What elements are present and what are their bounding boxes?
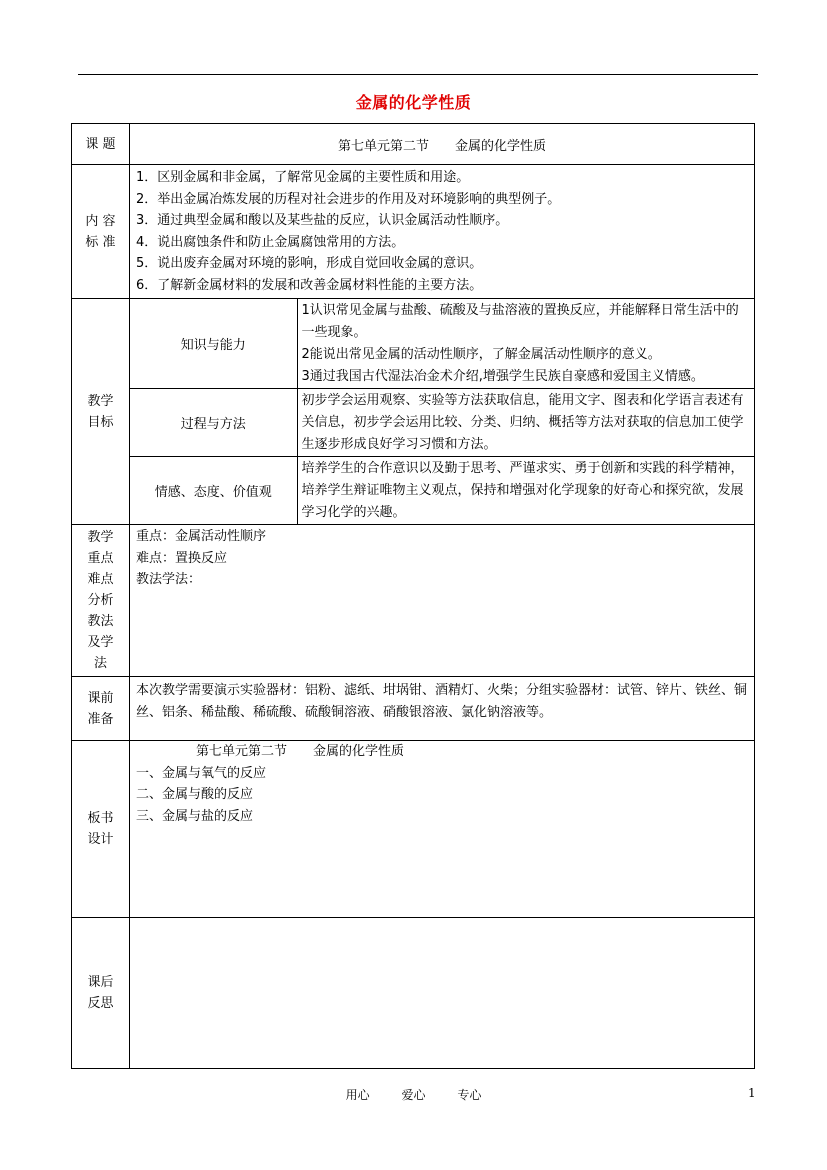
goal-emotion-label: 情感、态度、价值观 bbox=[130, 457, 297, 525]
goal-process-label: 过程与方法 bbox=[130, 389, 297, 457]
goal-process-row bbox=[130, 389, 754, 457]
board-design-content bbox=[130, 741, 755, 918]
analysis-label: 教学 重点 难点 分析 教法 及学 法 bbox=[72, 525, 130, 677]
board-item: 三、金属与盐的反应 bbox=[136, 808, 254, 824]
header-rule bbox=[78, 74, 758, 75]
content-item: 3．通过典型金属和酸以及某些盐的反应，认识金属活动性顺序。 bbox=[136, 213, 509, 228]
goal-knowledge-text: 1认识常见金属与盐酸、硫酸及与盐溶液的置换反应，并能解释日常生活中的一些现象。 2能说出常见金属的活动性顺序，了解金属活动性顺序的意义。 3通过我国古代湿法冶金术介绍,增强学生民族自豪感和爱国主义情感。 bbox=[297, 299, 754, 389]
document-title: 金属的化学性质 bbox=[355, 93, 472, 112]
content-standard-label: 内 容 标 准 bbox=[72, 165, 130, 299]
key-point: 重点：金属活动性顺序 bbox=[136, 529, 267, 544]
content-item: 6．了解新金属材料的发展和改善金属材料性能的主要方法。 bbox=[136, 277, 483, 293]
board-design-row bbox=[72, 741, 755, 918]
content-item: 1．区别金属和非金属，了解常见金属的主要性质和用途。 bbox=[136, 170, 470, 185]
reflection-row bbox=[72, 918, 755, 1069]
board-item: 一、金属与氧气的反应 bbox=[136, 765, 267, 781]
teaching-goals-label: 教学 目标 bbox=[72, 299, 130, 525]
reflection-content bbox=[130, 918, 755, 1069]
goal-knowledge-label: 知识与能力 bbox=[130, 299, 297, 389]
topic-label: 课 题 bbox=[72, 124, 130, 165]
goal-process-text: 初步学会运用观察、实验等方法获取信息，能用文字、图表和化学语言表述有关信息，初步学会运用比较、分类、归纳、概括等方法对获取的信息加工使学生逐步形成良好学习习惯和方法。 bbox=[297, 389, 754, 457]
goal-emotion-text: 培养学生的合作意识以及勤于思考、严谨求实、勇于创新和实践的科学精神，培养学生辩证唯物主义观点，保持和增强对化学现象的好奇心和探究欲，发展学习化学的兴趣。 bbox=[297, 457, 754, 525]
teaching-method: 教法学法： bbox=[136, 572, 202, 587]
goal-emotion-row bbox=[130, 457, 754, 525]
topic-row bbox=[72, 124, 755, 165]
goals-subtable bbox=[130, 299, 754, 524]
teaching-goals-cell bbox=[130, 299, 755, 525]
preparation-row bbox=[72, 677, 755, 741]
preparation-label: 课前 准备 bbox=[72, 677, 130, 741]
analysis-content bbox=[130, 525, 755, 677]
content-standard-row bbox=[72, 165, 755, 299]
preparation-content: 本次教学需要演示实验器材：铝粉、滤纸、坩埚钳、酒精灯、火柴；分组实验器材：试管、锌片、铁丝、铜丝、铝条、稀盐酸、稀硫酸、硫酸铜溶液、硝酸银溶液、氯化钠溶液等。 bbox=[130, 677, 755, 741]
reflection-label: 课后 反思 bbox=[72, 918, 130, 1069]
difficulty: 难点：置换反应 bbox=[136, 550, 228, 566]
content-item: 5．说出废弃金属对环境的影响，形成自觉回收金属的意识。 bbox=[136, 256, 483, 271]
board-heading: 第七单元第二节 金属的化学性质 bbox=[196, 744, 405, 759]
lesson-plan-table bbox=[71, 123, 755, 1069]
content-item: 4．说出腐蚀条件和防止金属腐蚀常用的方法。 bbox=[136, 234, 405, 250]
board-design-label: 板书 设计 bbox=[72, 741, 130, 918]
footer-slogan: 用心 爱心 专心 bbox=[345, 1088, 482, 1102]
board-item: 二、金属与酸的反应 bbox=[136, 787, 254, 802]
teaching-goals-row bbox=[72, 299, 755, 525]
topic-value: 第七单元第二节 金属的化学性质 bbox=[130, 124, 755, 165]
goal-knowledge-row bbox=[130, 299, 754, 389]
content-item: 2．举出金属冶炼发展的历程对社会进步的作用及对环境影响的典型例子。 bbox=[136, 191, 561, 207]
content-standard-list bbox=[130, 165, 755, 299]
page-number: 1 bbox=[748, 1086, 756, 1100]
analysis-row bbox=[72, 525, 755, 677]
